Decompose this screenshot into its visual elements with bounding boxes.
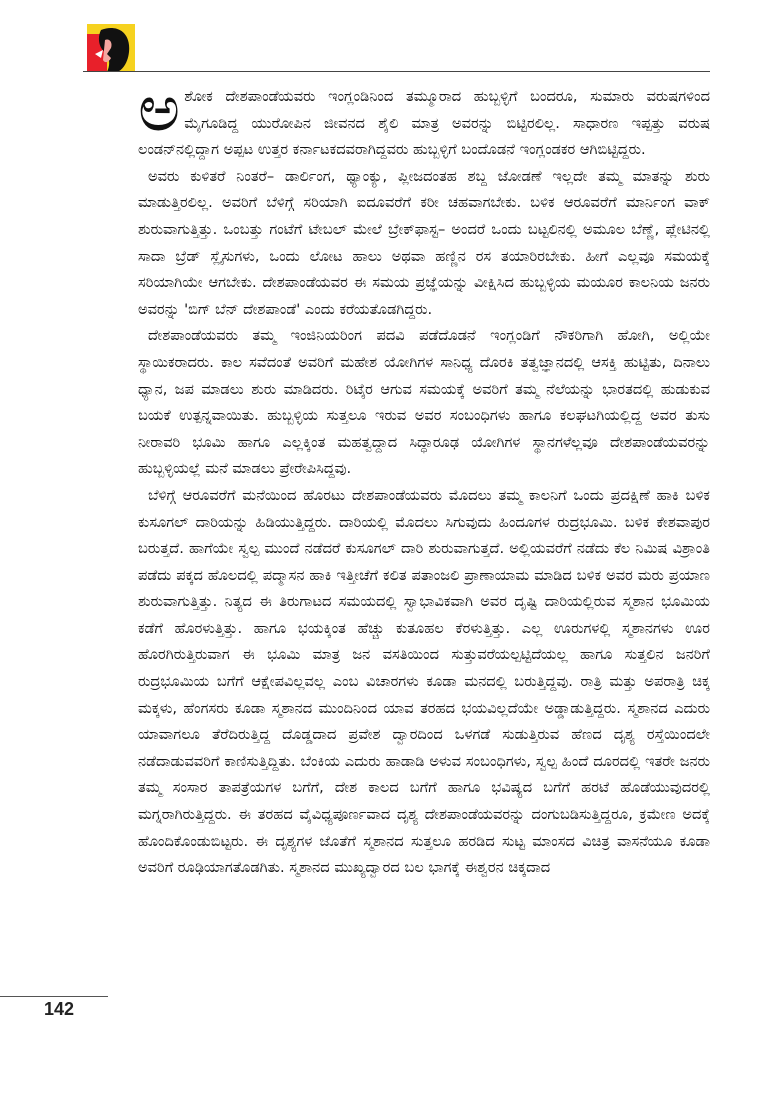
article-body bbox=[138, 72, 710, 882]
paragraph-2: ಅವರು ಕುಳಿತರೆ ನಿಂತರೆ– ಡಾರ್ಲಿಂಗ, ಥ್ಯಾಂಕ್ಯು, ಪ್ಲೀಜದಂತಹ ಶಬ್ದ ಜೋಡಣೆ ಇಲ್ಲದೇ ತಮ್ಮ ಮಾತನ್ನು ಶುರು ಮಾಡುತ್ತಿರಲಿಲ್ಲ. ಅವರಿಗೆ ಬೆಳಿಗ್ಗೆ ಸರಿಯಾಗಿ ಐದೂವರೆಗೆ ಕರೀ ಚಹವಾಗಬೇಕು. ಬಳಿಕ ಆರೂವರೆಗೆ ಮಾರ್ನಿಂಗ ವಾಕ್ ಶುರುವಾಗುತ್ತಿತ್ತು. ಒಂಬತ್ತು ಗಂಟೆಗೆ ಟೇಬಲ್ ಮೇಲೆ ಬ್ರೇಕ್‌ಫಾಸ್ಟ– ಅಂದರೆ ಒಂದು ಬಟ್ಟಲಿನಲ್ಲಿ ಅಮೂಲ ಬೆಣ್ಣೆ, ಪ್ಲೇಟಿನಲ್ಲಿ ಸಾದಾ ಬ್ರೆಡ್ ಸ್ಲೈಸುಗಳು, ಒಂದು ಲೋಟ ಹಾಲು ಅಥವಾ ಹಣ್ಣಿನ ರಸ ತಯಾರಿರಬೇಕು. ಹೀಗೆ ಎಲ್ಲವೂ ಸಮಯಕ್ಕೆ ಸರಿಯಾಗಿಯೇ ಆಗಬೇಕು. ದೇಶಪಾಂಡೆಯವರ ಈ ಸಮಯ ಪ್ರಜ್ಞೆಯನ್ನು ವೀಕ್ಷಿಸಿದ ಹುಬ್ಬಳ್ಳಿಯ ಮಯೂರ ಕಾಲನಿಯ ಜನರು ಅವರನ್ನು 'ಬಿಗ್ ಬೆನ್ ದೇಶಪಾಂಡೆ' ಎಂದು ಕರೆಯತೊಡಗಿದ್ದರು. bbox=[138, 167, 710, 318]
page-number: 142 bbox=[44, 999, 75, 1019]
footer-rule bbox=[0, 996, 108, 997]
paragraph-4: ಬೆಳಿಗ್ಗೆ ಆರೂವರೆಗೆ ಮನೆಯಿಂದ ಹೊರಟು ದೇಶಪಾಂಡೆಯವರು ಮೊದಲು ತಮ್ಮ ಕಾಲನಿಗೆ ಒಂದು ಪ್ರದಕ್ಷಿಣೆ ಹಾಕಿ ಬಳಿಕ ಕುಸೂಗಲ್ ದಾರಿಯನ್ನು ಹಿಡಿಯುತ್ತಿದ್ದರು. ದಾರಿಯಲ್ಲಿ ಮೊದಲು ಸಿಗುವುದು ಹಿಂದೂಗಳ ರುದ್ರಭೂಮಿ. ಬಳಿಕ ಕೇಶವಾಪುರ ಬರುತ್ತದೆ. ಹಾಗೆಯೇ ಸ್ವಲ್ಪ ಮುಂದೆ ನಡೆದರೆ ಕುಸೂಗಲ್ ದಾರಿ ಶುರುವಾಗುತ್ತದೆ. ಅಲ್ಲಿಯವರೆಗೆ ನಡೆದು ಕೆಲ ನಿಮಿಷ ವಿಶ್ರಾಂತಿ ಪಡೆದು ಪಕ್ಕದ ಹೊಲದಲ್ಲಿ ಪದ್ಮಾಸನ ಹಾಕಿ ಇತ್ತೀಚೆಗೆ ಕಲಿತ ಪತಾಂಜಲಿ ಪ್ರಾಣಾಯಾಮ ಮಾಡಿದ ಬಳಿಕ ಅವರ ಮರು ಪ್ರಯಾಣ ಶುರುವಾಗುತ್ತಿತ್ತು. ನಿತ್ಯದ ಈ ತಿರುಗಾಟದ ಸಮಯದಲ್ಲಿ ಸ್ವಾಭಾವಿಕವಾಗಿ ಅವರ ದೃಷ್ಟಿ ದಾರಿಯಲ್ಲಿರುವ ಸ್ಮಶಾನ ಭೂಮಿಯ ಕಡೆಗೆ ಹೊರಳುತ್ತಿತ್ತು. ಹಾಗೂ ಭಯಕ್ಕಿಂತ ಹೆಚ್ಚು ಕುತೂಹಲ ಕೆರಳುತ್ತಿತ್ತು. ಎಲ್ಲ ಊರುಗಳಲ್ಲಿ ಸ್ಮಶಾನಗಳು ಊರ ಹೊರಗಿರುತ್ತಿರುವಾಗ ಈ ಭೂಮಿ ಮಾತ್ರ ಜನ ವಸತಿಯಿಂದ ಸುತ್ತುವರೆಯಲ್ಪಟ್ಟಿದೆಯಲ್ಲ ಹಾಗೂ ಸುತ್ತಲಿನ ಜನರಿಗೆ ರುದ್ರಭೂಮಿಯ ಬಗೆಗೆ ಆಕ್ಷೇಪವಿಲ್ಲವಲ್ಲ ಎಂಬ ವಿಚಾರಗಳು ಕೂಡಾ ಮನದಲ್ಲಿ ಬರುತ್ತಿದ್ದವು. ರಾತ್ರಿ ಮತ್ತು ಅಪರಾತ್ರಿ ಚಿಕ್ಕ ಮಕ್ಕಳು, ಹೆಂಗಸರು ಕೂಡಾ ಸ್ಮಶಾನದ ಮುಂದಿನಿಂದ ಯಾವ ತರಹದ ಭಯವಿಲ್ಲದೆಯೇ ಅಡ್ಡಾಡುತ್ತಿದ್ದರು. ಸ್ಮಶಾನದ ಎದುರು ಯಾವಾಗಲೂ ತೆರೆದಿರುತ್ತಿದ್ದ ದೊಡ್ಡದಾದ ಪ್ರವೇಶ ದ್ವಾರದಿಂದ ಒಳಗಡೆ ಸುಡುತ್ತಿರುವ ಹೆಣದ ದೃಶ್ಯ ರಸ್ತೆಯಿಂದಲೇ ನಡೆದಾಡುವವರಿಗೆ ಕಾಣಿಸುತ್ತಿದ್ದಿತು. ಬೆಂಕಿಯ ಎದುರು ಹಾಡಾಡಿ ಅಳುವ ಸಂಬಂಧಿಗಳು, ಸ್ವಲ್ಪ ಹಿಂದೆ ದೂರದಲ್ಲಿ ಇತರೇ ಜನರು ತಮ್ಮ ಸಂಸಾರ ತಾಪತ್ರೆಯಗಳ ಬಗೆಗೆ, ದೇಶ ಕಾಲದ ಬಗೆಗೆ ಹಾಗೂ ಭವಿಷ್ಯದ ಬಗೆಗೆ ಹರಟೆ ಹೊಡೆಯುವುದರಲ್ಲಿ ಮಗ್ನರಾಗಿರುತ್ತಿದ್ದರು. ಈ ತರಹದ ವೈವಿಧ್ಯಪೂರ್ಣವಾದ ದೃಶ್ಯ ದೇಶಪಾಂಡೆಯವರನ್ನು ದಂಗುಬಡಿಸುತ್ತಿದ್ದರೂ, ಕ್ರಮೇಣ ಅದಕ್ಕೆ ಹೊಂದಿಕೊಂಡುಬಿಟ್ಟರು. ಈ ದೃಶ್ಯಗಳ ಜೊತೆಗೆ ಸ್ಮಶಾನದ ಸುತ್ತಲೂ ಹರಡಿದ ಸುಟ್ಟ ಮಾಂಸದ ವಿಚಿತ್ರ ವಾಸನೆಯೂ ಕೂಡಾ ಅವರಿಗೆ ರೂಢಿಯಾಗತೊಡಗಿತು. ಸ್ಮಶಾನದ ಮುಖ್ಯದ್ವಾರದ ಬಲ ಭಾಗಕ್ಕೆ ಈಶ್ವರನ ಚಿಕ್ಕದಾದ bbox=[138, 486, 710, 877]
paragraph-3: ದೇಶಪಾಂಡೆಯವರು ತಮ್ಮ ಇಂಜಿನಿಯರಿಂಗ ಪದವಿ ಪಡೆದೊಡನೆ ಇಂಗ್ಲಂಡಿಗೆ ನೌಕರಿಗಾಗಿ ಹೋಗಿ, ಅಲ್ಲಿಯೇ ಸ್ಥಾಯಿಕರಾದರು. ಕಾಲ ಸವೆದಂತೆ ಅವರಿಗೆ ಮಹೇಶ ಯೋಗಿಗಳ ಸಾನಿಧ್ಯ ದೊರಕಿ ತತ್ವಜ್ಞಾನದಲ್ಲಿ ಆಸಕ್ತಿ ಹುಟ್ಟಿತು, ದಿನಾಲು ಧ್ಯಾನ, ಜಪ ಮಾಡಲು ಶುರು ಮಾಡಿದರು. ರಿಟೈರ ಆಗುವ ಸಮಯಕ್ಕೆ ಅವರಿಗೆ ತಮ್ಮ ನೆಲೆಯನ್ನು ಭಾರತದಲ್ಲಿ ಹುಡುಕುವ ಬಯಕೆ ಉತ್ಪನ್ನವಾಯಿತು. ಹುಬ್ಬಳ್ಳಿಯ ಸುತ್ತಲೂ ಇರುವ ಅವರ ಸಂಬಂಧಿಗಳು ಹಾಗೂ ಕಲಘಟಗಿಯಲ್ಲಿದ್ದ ಅವರ ತುಸು ನೀರಾವರಿ ಭೂಮಿ ಹಾಗೂ ಎಲ್ಲಕ್ಕಿಂತ ಮಹತ್ವದ್ದಾದ ಸಿದ್ಧಾರೂಢ ಯೋಗಿಗಳ ಸ್ಥಾನಗಳೆಲ್ಲವೂ ದೇಶಪಾಂಡೆಯವರನ್ನು ಹುಬ್ಬಳ್ಳಿಯಲ್ಲೆ ಮನೆ ಮಾಡಲು ಪ್ರೇರೇಪಿಸಿದ್ದವು. bbox=[138, 327, 710, 478]
woman-profile-logo-icon bbox=[87, 24, 135, 72]
paragraph-1-text: ಶೋಕ ದೇಶಪಾಂಡೆಯವರು ಇಂಗ್ಲಂಡಿನಿಂದ ತಮ್ಮೂರಾದ ಹುಬ್ಬಳ್ಳಿಗೆ ಬಂದರೂ, ಸುಮಾರು ವರುಷಗಳಿಂದ ಮೈಗೂಡಿದ್ದ ಯುರೋಪಿನ ಜೀವನದ ಶೈಲಿ ಮಾತ್ರ ಅವರನ್ನು ಬಿಟ್ಟಿರಲಿಲ್ಲ. ಸಾಧಾರಣ ಇಪ್ಪತ್ತು ವರುಷ ಲಂಡನ್‌ನಲ್ಲಿದ್ದಾಗ ಅಪ್ಪಟ ಉತ್ತರ ಕರ್ನಾಟಕದವರಾಗಿದ್ದವರು ಹುಬ್ಬಳ್ಳಿಗೆ ಬಂದೊಡನೆ ಇಂಗ್ಲಂಡಕರ ಆಗಿಬಿಟ್ಟಿದ್ದರು. bbox=[138, 88, 710, 159]
paragraph-1 bbox=[138, 72, 710, 164]
drop-cap: ಅ bbox=[138, 72, 181, 146]
